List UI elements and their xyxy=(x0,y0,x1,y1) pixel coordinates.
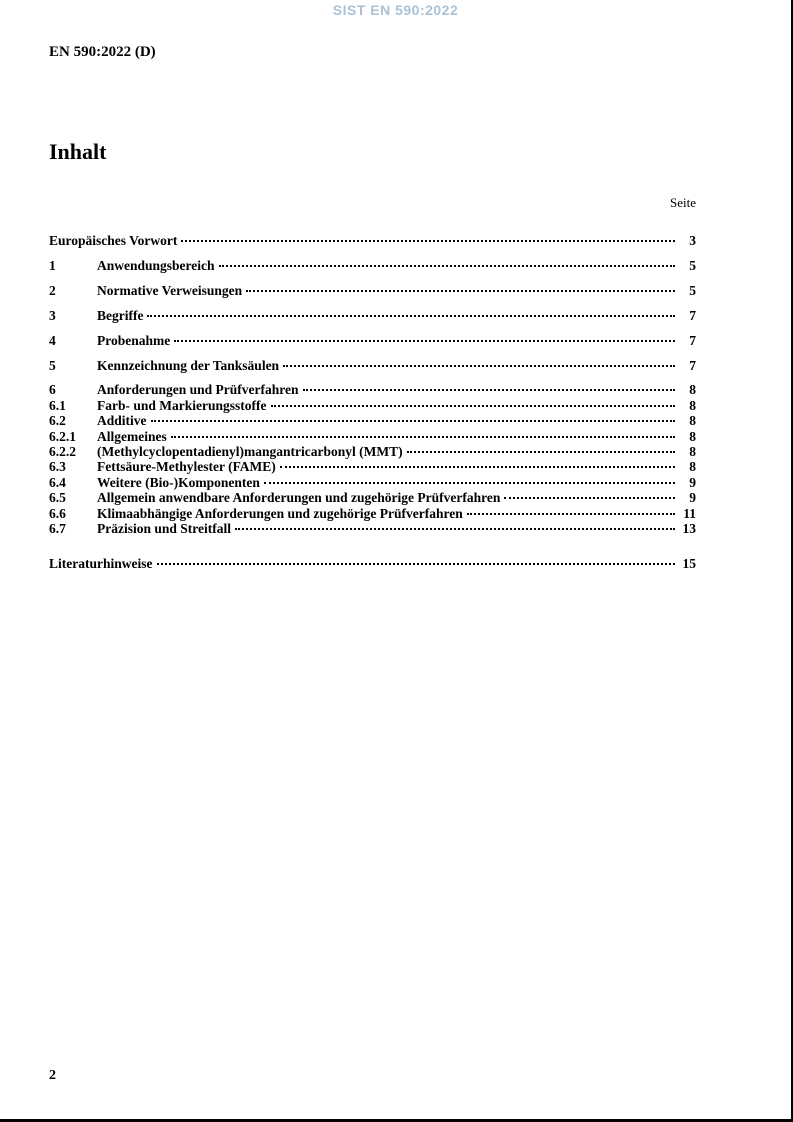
dot-leader xyxy=(171,436,675,438)
toc-entry xyxy=(49,459,696,474)
toc-entry-number: 2 xyxy=(49,282,56,298)
toc-entry-number: 4 xyxy=(49,332,56,348)
toc-entry-number: 1 xyxy=(49,257,56,273)
toc-entry-page: 13 xyxy=(682,521,696,537)
toc-entry-page: 5 xyxy=(689,257,696,273)
toc-entry xyxy=(49,556,696,571)
toc-entry-label: Weitere (Bio-)Komponenten xyxy=(97,474,260,490)
toc-entry xyxy=(49,521,696,536)
toc-entry-label: Klimaabhängige Anforderungen und zugehörige Prüfverfahren xyxy=(97,505,463,521)
dot-leader xyxy=(174,340,675,342)
toc-entry xyxy=(49,358,696,373)
toc-entry-page: 8 xyxy=(689,459,696,475)
toc-entry-number: 6.6 xyxy=(49,505,66,521)
toc-entry-page: 3 xyxy=(689,233,696,248)
toc-entry xyxy=(49,444,696,459)
dot-leader xyxy=(303,389,675,391)
toc-entry xyxy=(49,308,696,323)
toc-entry-label: Probenahme xyxy=(97,332,171,348)
toc-entry xyxy=(49,490,696,505)
toc-entry-page: 5 xyxy=(689,282,696,298)
toc-entry-label: Farb- und Markierungsstoffe xyxy=(97,397,267,413)
toc-entry-label: Europäisches Vorwort xyxy=(49,233,178,248)
document-reference: EN 590:2022 (D) xyxy=(49,44,156,60)
toc-entry-number: 6.4 xyxy=(49,474,66,490)
toc-entry-number: 5 xyxy=(49,357,56,373)
toc-entry xyxy=(49,233,696,248)
toc-entry-page: 11 xyxy=(683,505,696,521)
toc-entry-page: 7 xyxy=(689,332,696,348)
dot-leader xyxy=(157,563,676,565)
toc-entry-page: 8 xyxy=(689,397,696,413)
toc-entry xyxy=(49,506,696,521)
watermark-text: SIST EN 590:2022 xyxy=(332,2,459,18)
toc-entry-page: 8 xyxy=(689,382,696,398)
toc-column-header-page: Seite xyxy=(670,195,696,210)
dot-leader xyxy=(147,315,675,317)
toc-entry-page: 7 xyxy=(689,307,696,323)
dot-leader xyxy=(264,482,675,484)
toc-entry-page: 15 xyxy=(682,555,696,571)
toc-entry xyxy=(49,258,696,273)
toc-entry xyxy=(49,429,696,444)
toc-entry-page: 8 xyxy=(689,428,696,444)
toc-entry-number: 6.3 xyxy=(49,459,66,475)
page-number: 2 xyxy=(49,1068,56,1083)
dot-leader xyxy=(271,405,676,407)
toc-entry-page: 7 xyxy=(689,357,696,373)
toc-title: Inhalt xyxy=(49,139,107,164)
toc-entry-number: 6.2.1 xyxy=(49,428,76,444)
toc-entry-label: Allgemeines xyxy=(97,428,167,444)
toc-entry-label: Anforderungen und Prüfverfahren xyxy=(97,382,299,398)
toc-entry-label: Begriffe xyxy=(97,307,144,323)
toc-entry-page: 9 xyxy=(689,474,696,490)
dot-leader xyxy=(181,240,675,242)
dot-leader xyxy=(151,420,675,422)
dot-leader xyxy=(283,365,675,367)
toc-entry-label: Anwendungsbereich xyxy=(97,257,215,273)
table-of-contents xyxy=(49,233,696,571)
toc-entry-label: Kennzeichnung der Tanksäulen xyxy=(97,357,280,373)
dot-leader xyxy=(280,466,675,468)
toc-entry-label: Fettsäure-Methylester (FAME) xyxy=(97,459,276,475)
toc-entry-number: 6.2 xyxy=(49,413,66,429)
toc-entry xyxy=(49,475,696,490)
toc-entry xyxy=(49,398,696,413)
toc-entry-label: Literaturhinweise xyxy=(49,555,153,571)
toc-entry-label: Allgemein anwendbare Anforderungen und zugehörige Prüfverfahren xyxy=(97,490,501,506)
toc-entry-page: 8 xyxy=(689,413,696,429)
toc-entry-number: 6.1 xyxy=(49,397,66,413)
toc-entry-page: 8 xyxy=(689,444,696,460)
dot-leader xyxy=(219,265,675,267)
toc-entry xyxy=(49,283,696,298)
toc-entry-number: 6.5 xyxy=(49,490,66,506)
toc-entry-number: 6.7 xyxy=(49,521,66,537)
toc-entry-label: (Methylcyclopentadienyl)mangantricarbonyl (MMT) xyxy=(97,444,403,460)
toc-entry-label: Additive xyxy=(97,413,147,429)
toc-entry-number: 6.2.2 xyxy=(49,444,76,460)
toc-entry-number: 6 xyxy=(49,382,56,398)
toc-entry-label: Präzision und Streitfall xyxy=(97,521,232,537)
toc-entry xyxy=(49,333,696,348)
toc-entry-label: Normative Verweisungen xyxy=(97,282,243,298)
toc-entry xyxy=(49,413,696,428)
dot-leader xyxy=(467,513,675,515)
toc-entry xyxy=(49,382,696,397)
toc-entry-page: 9 xyxy=(689,490,696,506)
dot-leader xyxy=(235,528,675,530)
toc-entry-number: 3 xyxy=(49,307,56,323)
dot-leader xyxy=(504,497,675,499)
dot-leader xyxy=(246,290,675,292)
dot-leader xyxy=(407,451,675,453)
